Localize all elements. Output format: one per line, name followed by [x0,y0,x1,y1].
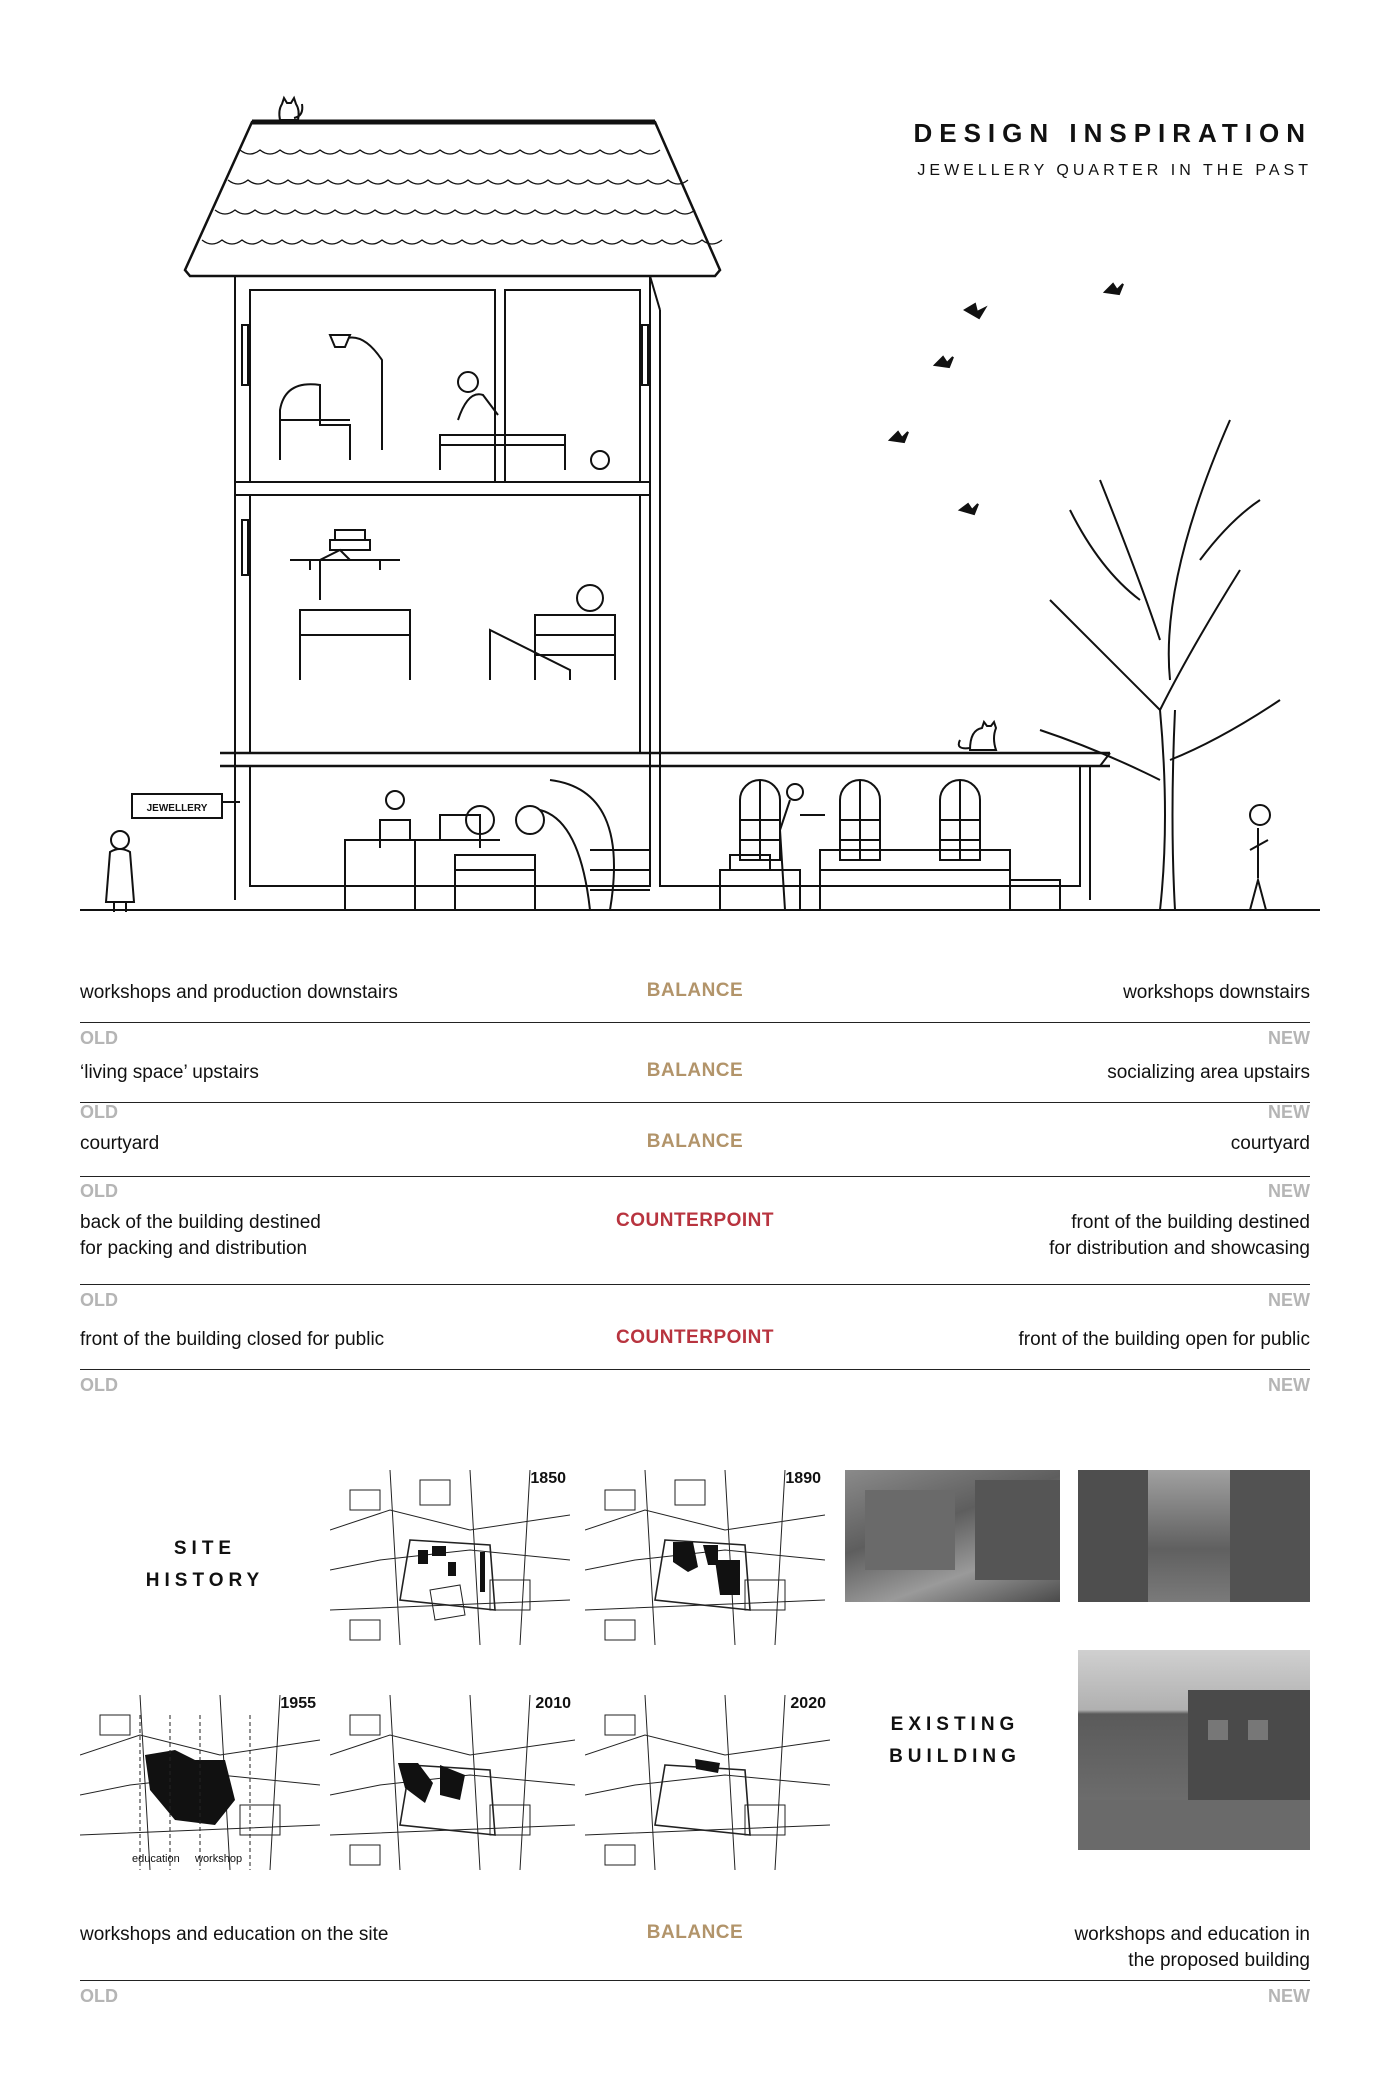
ground-floor [132,722,1110,910]
relation-label: BALANCE [646,1060,744,1081]
relation-label: BALANCE [646,1922,744,1943]
new-description: front of the building open for public [1018,1329,1310,1350]
old-label: OLD [80,1181,118,1201]
map-year: 2020 [790,1695,826,1712]
old-label: OLD [80,1375,118,1395]
street-photo-2 [1078,1470,1310,1602]
existing-building-label: EXISTING BUILDING [889,1714,1021,1767]
street-photo-1 [845,1470,1060,1602]
old-label: OLD [80,1028,118,1048]
divider [80,1022,1310,1023]
old-label: OLD [80,1102,118,1122]
new-label: NEW [1268,1102,1310,1122]
old-label: OLD [80,1290,118,1310]
new-label: NEW [1268,1028,1310,1048]
house-section-illustration [80,80,1320,920]
child-figure [1250,805,1270,910]
birds [890,284,1123,514]
tree [1040,420,1280,910]
old-description: back of the building destined for packing and distribution [80,1212,321,1259]
woman-figure [106,831,134,912]
new-label: NEW [1268,1181,1310,1201]
new-label: NEW [1268,1986,1310,2006]
cat-on-roof [279,98,302,120]
new-description: courtyard [1230,1133,1310,1154]
relation-label: BALANCE [646,1131,744,1152]
new-label: NEW [1268,1290,1310,1310]
site-map-1850 [330,1470,570,1645]
new-label: NEW [1268,1375,1310,1395]
page-subtitle: JEWELLERY QUARTER IN THE PAST [917,162,1312,179]
old-description: courtyard [80,1133,160,1154]
upper-floors [235,276,660,766]
new-description: workshops and education in the proposed building [1074,1924,1310,1971]
tiled-roof [185,122,722,276]
old-description: workshops and education on the site [80,1924,389,1945]
site-history-label: SITE HISTORY [145,1538,265,1591]
divider [80,1369,1310,1370]
relation-label: COUNTERPOINT [616,1327,774,1348]
page-title: DESIGN INSPIRATION [913,118,1312,148]
divider [80,1980,1310,1981]
old-description: front of the building closed for public [80,1329,385,1350]
site-map-1890 [585,1470,825,1645]
map-annotation-education: education [132,1853,180,1865]
old-label: OLD [80,1986,118,2006]
divider [80,1176,1310,1177]
site-map-1955 [80,1695,320,1870]
divider [80,1284,1310,1285]
map-annotation-workshop: workshop [195,1853,243,1865]
new-description: socializing area upstairs [1107,1062,1310,1083]
new-description: front of the building destined for distribution and showcasing [1049,1212,1310,1259]
new-description: workshops downstairs [1123,982,1310,1003]
old-description: ‘living space’ upstairs [80,1062,259,1083]
map-year: 1955 [280,1695,316,1712]
old-description: workshops and production downstairs [80,982,398,1003]
relation-label: BALANCE [646,980,744,1001]
jewellery-sign-text: JEWELLERY [146,803,208,814]
map-year: 1890 [785,1470,821,1487]
divider [80,1102,1310,1103]
site-map-2010 [330,1695,575,1870]
map-year: 1850 [530,1470,566,1487]
map-year: 2010 [535,1695,571,1712]
site-map-2020 [585,1695,830,1870]
relation-label: COUNTERPOINT [616,1210,774,1231]
existing-building-photo [1078,1650,1310,1850]
